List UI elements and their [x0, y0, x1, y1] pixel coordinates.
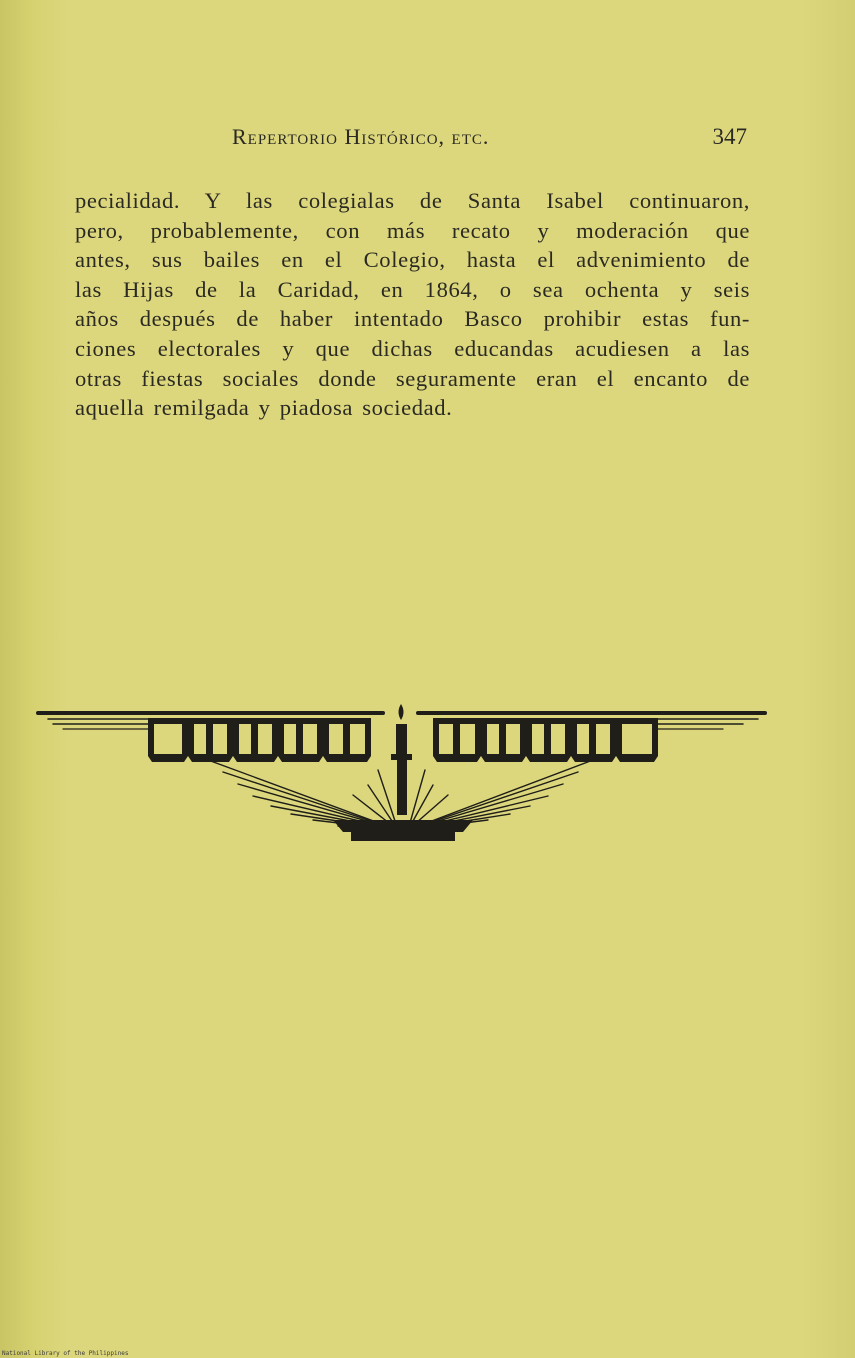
- text-line: aquella remilgada y piadosa sociedad.: [75, 395, 453, 421]
- text-line: pecialidad. Y las colegialas de Santa Isabel continuaron,: [75, 188, 750, 213]
- text-line: años después de haber intentado Basco prohibir estas fun-: [75, 306, 750, 332]
- text-line: ciones electorales y que dichas educandas acudiesen a las: [75, 335, 750, 361]
- text-line: antes, sus bailes en el Colegio, hasta el advenimiento de: [75, 247, 750, 273]
- page-header: [75, 124, 747, 156]
- page-number: 347: [712, 124, 747, 149]
- text-line: las Hijas de la Caridad, en 1864, o sea ochenta y seis: [75, 276, 750, 302]
- scan-credit: National Library of the Philippines: [2, 1350, 129, 1357]
- body-paragraph: [75, 186, 750, 423]
- running-title: Repertorio Histórico, etc.: [232, 124, 490, 149]
- text-line: otras fiestas sociales donde seguramente eran el encanto de: [75, 365, 750, 391]
- text-line: pero, probablemente, con más recato y moderación que: [75, 217, 750, 243]
- books-and-candle-ornament-icon: [33, 700, 773, 860]
